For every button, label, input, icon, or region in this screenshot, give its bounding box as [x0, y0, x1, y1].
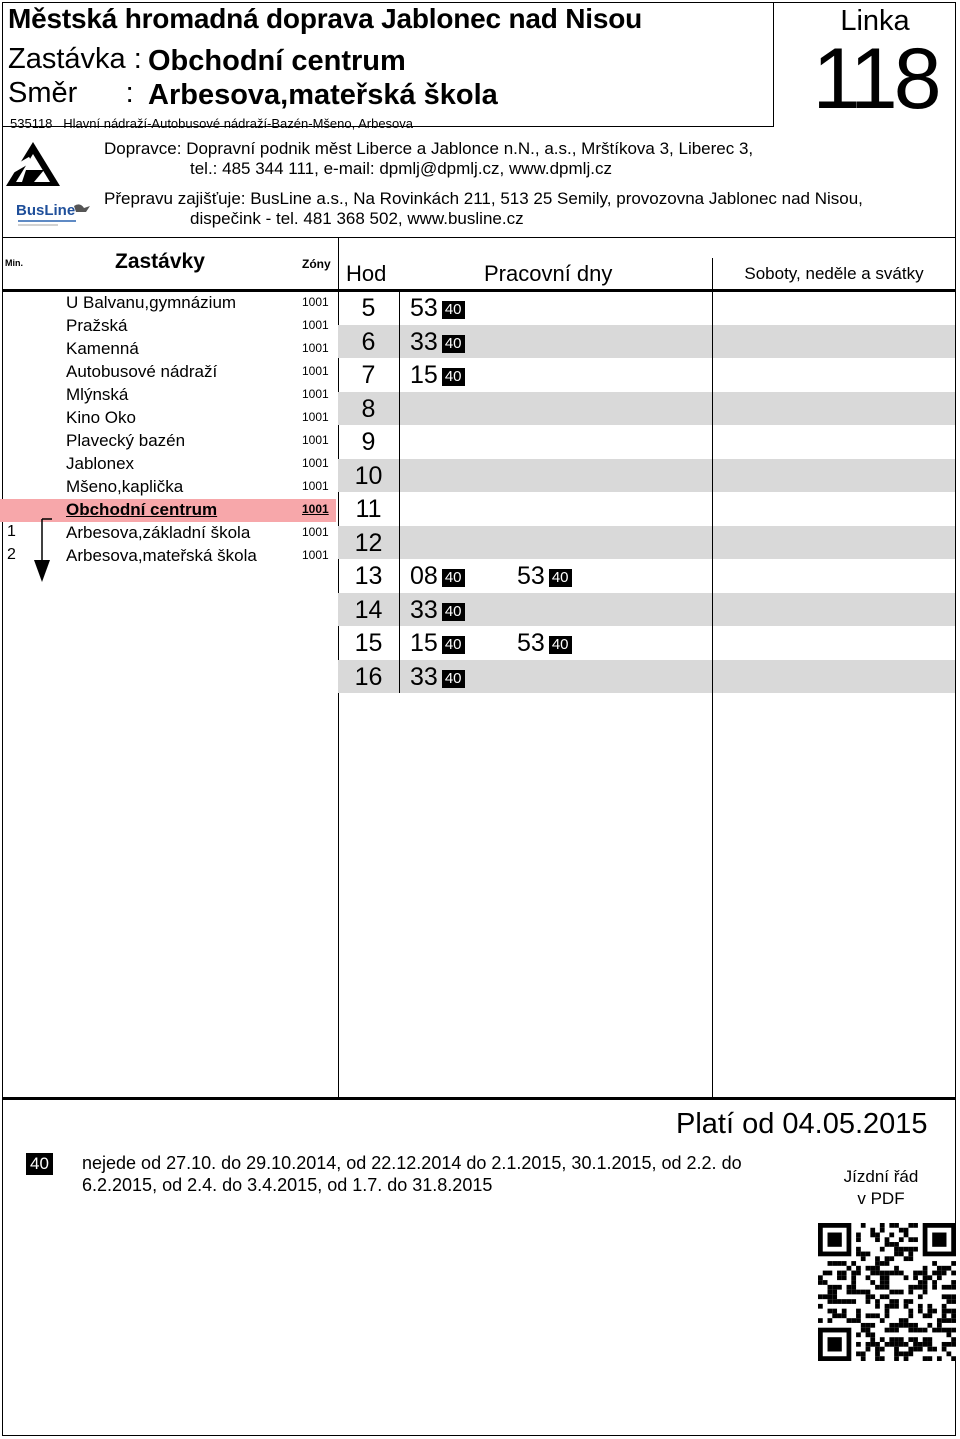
stop-name: Kino Oko	[66, 408, 136, 427]
departure	[517, 562, 572, 591]
stop-zone: 1001	[302, 433, 329, 447]
stop-zone: 1001	[302, 525, 329, 539]
hour-label: 14	[354, 595, 383, 624]
hour-row	[338, 559, 955, 592]
stop-zone: 1001	[302, 548, 329, 562]
weekend-cell	[713, 492, 955, 525]
departure	[410, 294, 465, 323]
hour-label: 16	[354, 662, 383, 691]
stop-name: Jablonex	[66, 454, 135, 473]
column-min: Min.	[5, 258, 23, 268]
divider	[773, 2, 774, 126]
stop-row	[0, 476, 336, 499]
departure-minute: 15	[410, 629, 438, 657]
workday-cell	[338, 593, 712, 626]
stop-row	[0, 430, 336, 453]
note-badge: 40	[442, 335, 465, 353]
weekend-cell	[713, 593, 955, 626]
workday-cell	[338, 325, 712, 358]
line-number: 118	[812, 31, 938, 127]
departure	[410, 629, 465, 658]
line-label: Linka	[840, 5, 910, 37]
column-workdays: Pracovní dny	[484, 261, 613, 286]
note-badge: 40	[442, 301, 465, 319]
direction-arrow-icon	[32, 516, 54, 586]
valid-from: Platí od 04.05.2015	[676, 1108, 928, 1140]
hour-label: 12	[354, 528, 383, 557]
stop-row	[0, 338, 336, 361]
hour-row	[338, 492, 955, 525]
hour-row	[338, 392, 955, 425]
note-badge: 40	[549, 569, 572, 587]
stop-zone: 1001	[302, 456, 329, 470]
stop-zone: 1001	[302, 410, 329, 424]
stop-row	[0, 384, 336, 407]
direction-label: Směr :	[8, 77, 134, 109]
divider	[2, 1097, 956, 1100]
stop-name: Obchodní centrum	[66, 500, 218, 519]
weekend-cell	[713, 325, 955, 358]
dpmlj-logo-icon	[4, 140, 62, 190]
note-badge: 40	[549, 636, 572, 654]
weekend-cell	[713, 358, 955, 391]
stop-zone: 1001	[302, 295, 329, 309]
departure-minute: 53	[410, 294, 438, 322]
note-badge: 40	[442, 603, 465, 621]
hour-label: 7	[361, 361, 376, 389]
qr-code-icon[interactable]	[818, 1223, 956, 1361]
hour-label: 8	[361, 394, 376, 423]
stop-name: Obchodní centrum	[148, 45, 406, 77]
pdf-link[interactable]: Jízdní řád v PDF	[843, 1167, 919, 1208]
hour-row	[338, 459, 955, 492]
departure	[410, 562, 465, 591]
stop-name: Arbesova,mateřská škola	[66, 546, 257, 565]
stop-row	[0, 315, 336, 338]
hour-row	[338, 291, 955, 324]
hour-label: 5	[361, 294, 376, 322]
departure-minute: 53	[517, 562, 545, 590]
weekend-cell	[713, 291, 955, 324]
divider	[712, 258, 713, 1098]
weekend-cell	[713, 660, 955, 693]
workday-cell	[338, 358, 712, 391]
route-code: 535118	[10, 116, 53, 131]
stop-label: Zastávka :	[8, 43, 142, 75]
contractor-info: Přepravu zajišťuje: BusLine a.s., Na Rovinkách 211, 513 25 Semily, provozovna Jablonec nad Nisou, dispečink - tel. 481 368 502, www.busline.cz	[104, 189, 863, 228]
weekend-cell	[713, 459, 955, 492]
hour-row	[338, 425, 955, 458]
note-badge: 40	[442, 636, 465, 654]
stop-zone: 1001	[302, 318, 329, 332]
weekend-cell	[713, 526, 955, 559]
note-badge: 40	[442, 569, 465, 587]
operator-info: Dopravce: Dopravní podnik měst Liberce a Jablonce n.N., a.s., Mrštíkova 3, Liberec 3, tel.: 485 344 111, e-mail: dpmlj@dpmlj.cz, www.dpmlj.cz	[104, 139, 754, 178]
weekend-cell	[713, 392, 955, 425]
stop-row	[0, 292, 336, 315]
hour-label: 15	[354, 629, 383, 657]
stop-name: Pražská	[66, 316, 128, 335]
column-zones: Zóny	[302, 257, 331, 271]
note-badge: 40	[26, 1153, 53, 1175]
direction-name: Arbesova,mateřská škola	[148, 79, 498, 111]
workday-cell	[338, 392, 712, 425]
stop-name: Mlýnská	[66, 385, 129, 404]
page-title: Městská hromadná doprava Jablonec nad Nisou	[8, 3, 643, 34]
note-badge: 40	[442, 368, 465, 386]
workday-cell	[338, 291, 712, 324]
stop-zone: 1001	[302, 364, 329, 378]
departure	[517, 629, 572, 658]
hour-row	[338, 325, 955, 358]
weekend-cell	[713, 626, 955, 659]
stop-row	[0, 407, 336, 430]
hour-row	[338, 593, 955, 626]
note-badge: 40	[442, 670, 465, 688]
stop-name: Mšeno,kaplička	[66, 477, 184, 496]
departure-minute: 08	[410, 562, 438, 590]
column-weekends: Soboty, neděle a svátky	[744, 264, 924, 283]
departure	[410, 361, 465, 390]
stop-name: Plavecký bazén	[66, 431, 186, 450]
workday-cell	[338, 459, 712, 492]
hour-row	[338, 358, 955, 391]
hour-label: 11	[355, 495, 382, 523]
workday-cell	[338, 492, 712, 525]
stop-name: Autobusové nádraží	[66, 362, 218, 381]
hour-label: 10	[354, 461, 383, 490]
departure	[410, 596, 465, 625]
stop-name: Arbesova,základní škola	[66, 523, 251, 542]
stop-zone: 1001	[302, 341, 329, 355]
departure-minute: 53	[517, 629, 545, 657]
departure	[410, 663, 465, 692]
stop-row	[0, 361, 336, 384]
divider	[399, 290, 400, 693]
hour-row	[338, 526, 955, 559]
stop-minutes: 2	[7, 546, 16, 563]
workday-cell	[338, 559, 712, 592]
weekend-cell	[713, 425, 955, 458]
workday-cell	[338, 526, 712, 559]
stop-zone: 1001	[302, 479, 329, 493]
stop-name: Kamenná	[66, 339, 139, 358]
column-stops: Zastávky	[115, 250, 205, 273]
hour-row	[338, 626, 955, 659]
hour-label: 13	[354, 562, 383, 590]
stop-name: U Balvanu,gymnázium	[66, 293, 237, 312]
stop-zone: 1001	[302, 387, 329, 401]
weekend-cell	[713, 559, 955, 592]
note-text: nejede od 27.10. do 29.10.2014, od 22.12.2014 do 2.1.2015, 30.1.2015, od 2.2. do 6.2.2015, od 2.4. do 3.4.2015, od 1.7. do 31.8.2015	[82, 1153, 742, 1195]
busline-logo-icon: BusLine	[14, 200, 94, 230]
departure	[410, 328, 465, 357]
stop-minutes: 1	[7, 523, 16, 540]
route-description	[10, 116, 413, 131]
departure-minute: 33	[410, 662, 438, 691]
workday-cell	[338, 425, 712, 458]
departure-minute: 15	[410, 361, 438, 389]
column-hour: Hod	[346, 261, 387, 286]
hour-label: 6	[361, 327, 376, 356]
stop-zone: 1001	[302, 502, 329, 516]
route-stops: Hlavní nádraží-Autobusové nádraží-Bazén-Mšeno, Arbesova	[63, 116, 414, 131]
hour-label: 9	[361, 428, 376, 456]
stop-row	[0, 453, 336, 476]
departure-minute: 33	[410, 327, 438, 356]
workday-cell	[338, 660, 712, 693]
departure-minute: 33	[410, 595, 438, 624]
hour-row	[338, 660, 955, 693]
workday-cell	[338, 626, 712, 659]
divider	[2, 237, 956, 238]
